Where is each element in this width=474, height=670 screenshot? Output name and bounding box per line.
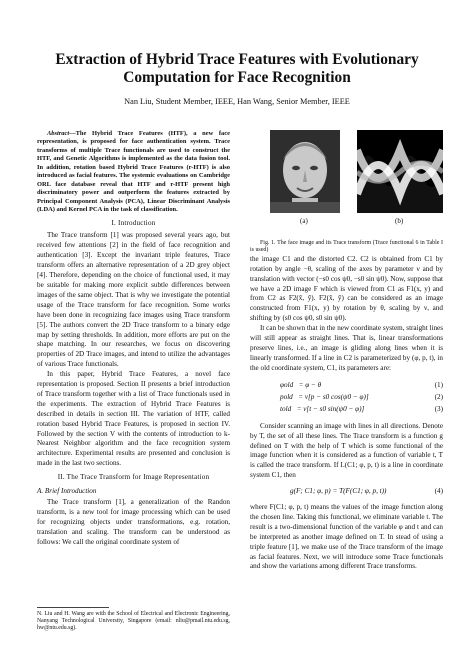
equation-2-rhs: = ν[p − s0 cos(ψ0 − φ)] (298, 392, 369, 401)
trace-transform-graphic (357, 130, 443, 213)
right-column (250, 130, 443, 572)
figure-label-a: (a) (300, 217, 308, 225)
equation-1 (250, 379, 443, 391)
figure-label-b: (b) (395, 217, 404, 225)
section-heading-introduction: I. Introduction (111, 218, 156, 227)
equation-2 (250, 391, 443, 403)
equation-4 (250, 487, 443, 497)
right-paragraph-3: Consider scanning an image with lines in all directions. Denote by T, the set of all these lines. The Trace transform is a function g defined on T with the help of T which is some functional of the image function when it is considered as a function of variable t, T is called the trace transform. If L(C1; φ, p, t) is a line in coordinate system C1, then (250, 421, 443, 480)
trace-transform-image (357, 130, 443, 213)
subsection-heading-brief-introduction: A. Brief Introduction (37, 487, 97, 496)
equation-1-lhs: φold (280, 380, 294, 389)
equation-4-number: (4) (434, 487, 443, 496)
figure-1 (250, 130, 443, 240)
abstract (37, 130, 230, 215)
equation-2-number: (2) (434, 392, 443, 401)
equation-3 (250, 403, 443, 415)
footnote-rule (37, 607, 109, 608)
section-heading-trace-transform: II. The Trace Transform for Image Representation (57, 473, 210, 482)
equation-1-number: (1) (434, 380, 443, 389)
equation-3-lhs: told (280, 404, 292, 413)
equation-3-number: (3) (434, 404, 443, 413)
equation-block-1-3 (250, 379, 443, 415)
right-paragraph-4: where F(C1; φ, p, t) means the values of the image function along the chosen line. Taking this functional, we eliminate variable t. The result is a two-dimensional function of the variable φ and t and can be interpreted as another image defined on T. In stead of using a triple feature [1], we make use of the Trace transform of the image as facial features. Next, we will introduce some Trace functionals and show the variations among different Trace transforms. (250, 503, 443, 571)
equation-1-rhs: = φ − θ (298, 380, 322, 389)
abstract-label: Abstract (47, 130, 70, 137)
intro-paragraph-1: The Trace transform [1] was proposed several years ago, but received few attentions [2] in the field of face recognition and authentication [3]. Except the invariant triple features, Trace transform offers an alternative representation of a 2D grey object [4]. Therefore, depending on the choice of functional used, it may be suitable for making more explicit subtle differences between images of the same object. That is why we investigate the potential usage of the Trace transform for face recognition. Some works have been done in recognizing face images using Trace transform [5]. The authors convert the 2D Trace transform to a binary edge map by setting thresholds. In addition, more efforts are put on the shape matching. In our researches, we focus on discovering properties of 2D Trace images, and intend to utilize the advantages of various Trace functionals. (37, 231, 230, 369)
paper-title: Extraction of Hybrid Trace Features with Evolutionary Computation for Face Recognition (55, 51, 419, 86)
equation-4-body: g(F; C1; φ, p) = T(F(C1; φ, p, t)) (290, 487, 387, 496)
intro-paragraph-2: In this paper, Hybrid Trace Features, a novel face representation is proposed. Section II presents a brief introduction of Trace transform together with a list of Trace functionals used in the experiments. The extraction of Hybrid Trace Features is described in details in section III. The variation of HTF, called rotation based Hybrid Trace Features, is proposed in section IV. Followed by the section V with the contents of introduction to k-Nearest Neighbor algorithm and the face recognition system architecture. Experimental results are presented and conclusion is made in the last two sections. (37, 370, 230, 468)
equation-2-lhs: pold (280, 392, 293, 401)
paper-authors: Nan Liu, Student Member, IEEE, Han Wang, Senior Member, IEEE (124, 97, 350, 106)
equation-3-rhs: = ν[t − s0 sin(ψ0 − φ)] (296, 404, 365, 413)
face-photo-graphic (270, 130, 340, 213)
footnote: N. Liu and H. Wang are with the School of Electrical and Electronic Engineering, Nanyang Technological University, Singapore (email: nliu@pmail.ntu.edu.sg, hw@ntu.edu.sg). (37, 611, 230, 632)
abstract-text: —The Hybrid Trace Features (HTF), a new face representation, is proposed for face authentication system. Trace transforms of multiple Trace functionals are used to construct the HTF, and Genetic Algorithms is implemented as the data fusion tool. In addition, rotation based Hybrid Trace Features (r-HTF) is also introduced as facial features. The systemic evaluations on Cambridge ORL face database reveal that HTF and r-HTF present high discriminatory power and outperform the features extracted by Principal Component Analysis (PCA), Linear Discriminant Analysis (LDA) and Kernel PCA in the task of classification. (37, 130, 230, 214)
right-paragraph-1: the image C1 and the distorted C2. C2 is obtained from C1 by rotation by angle −θ, scaling of the axes by parameter ν and by translation with vector (−s0 cos ψ0, −s0 sin ψ0). Now, suppose that we have a 2D image F which is viewed from C1 as F1(x, y) and from C2 as F2(x̃, ỹ). F2(x̃, ỹ) can be considered as an image constructed from F1(x, y) by rotation by θ, scaling by ν, and shifting by (s0 cos ψ0, s0 sin ψ0). (250, 254, 443, 323)
left-column (37, 130, 230, 548)
figure-caption: Fig. 1. The face image and its Trace transform (Trace functional 6 in Table I is used) (250, 240, 443, 254)
face-photo (270, 130, 340, 213)
brief-intro-paragraph: The Trace transform [1], a generalization of the Randon transform, is a new tool for image processing which can be used for recognizing objects under transformations, e.g. rotation, translation and scaling. The transform can be understood as follows: We call the original coordinate system of (37, 498, 230, 546)
right-paragraph-2: It can be shown that in the new coordinate system, straight lines will still appear as straight lines. That is, linear transformations preserve lines, i.e., an image is gliding along lines when it is linearly transformed. If a line in C2 is parameterized by (φ, p, t), in the old coordinate system, C1, its parameters are: (250, 324, 443, 372)
